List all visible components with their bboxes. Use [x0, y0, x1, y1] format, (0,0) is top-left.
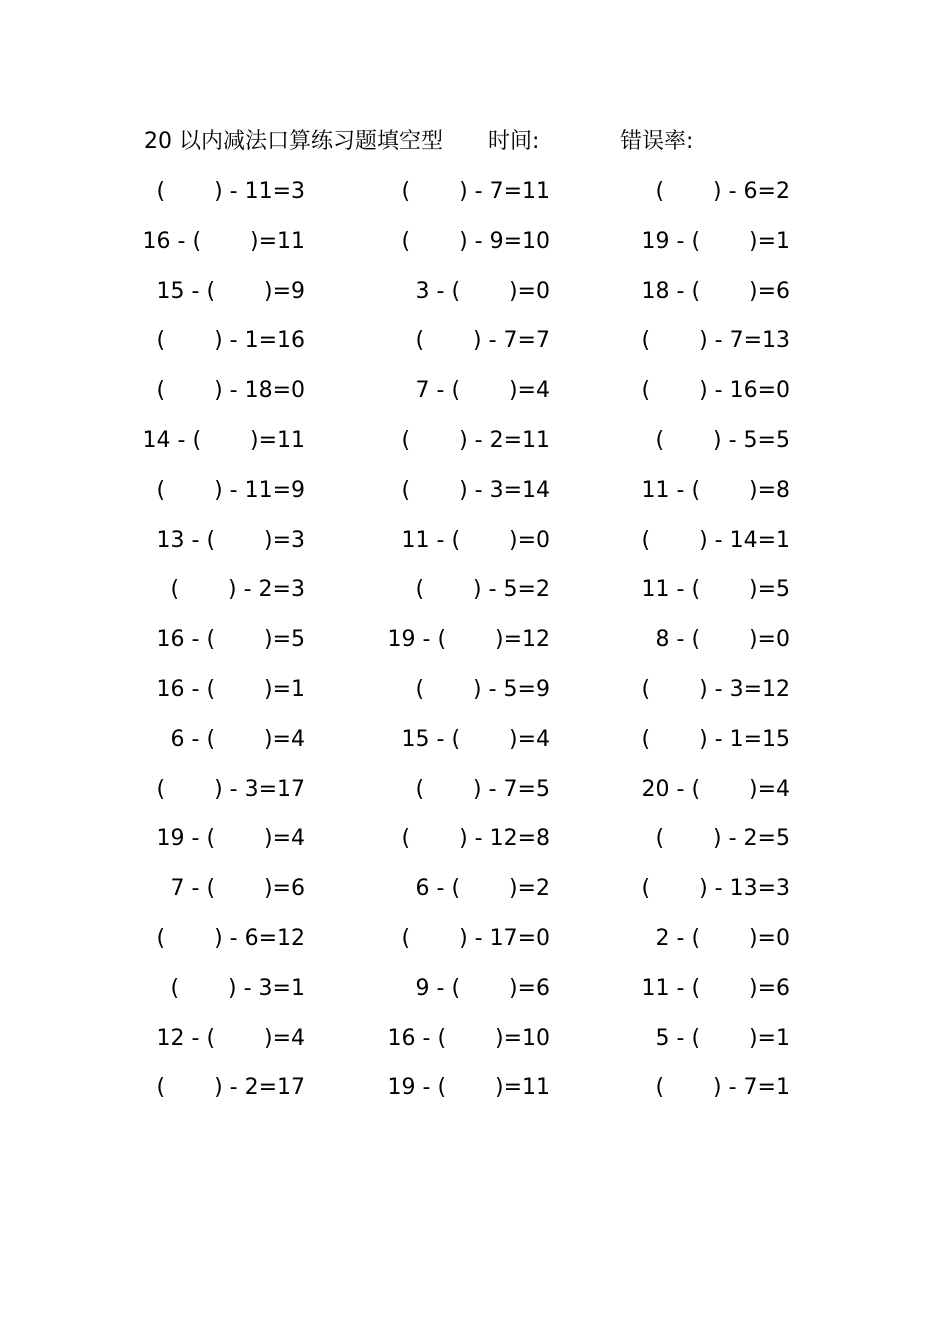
- exercise-item[interactable]: 19 - ( )=4: [156, 826, 305, 852]
- error-rate-label: 错误率:: [620, 129, 694, 154]
- exercise-item[interactable]: ( ) - 5=5: [655, 427, 790, 453]
- exercise-item[interactable]: ( ) - 7=11: [401, 179, 550, 204]
- exercise-row: [0, 821, 950, 871]
- exercise-item[interactable]: 16 - ( )=5: [156, 627, 305, 653]
- exercise-item[interactable]: 3 - ( )=0: [415, 278, 550, 304]
- exercise-item[interactable]: 19 - ( )=1: [641, 228, 790, 254]
- exercise-row: [0, 523, 950, 573]
- exercise-item[interactable]: 2 - ( )=0: [655, 925, 790, 951]
- exercise-item[interactable]: ( ) - 2=11: [401, 427, 550, 453]
- exercise-item[interactable]: 16 - ( )=10: [387, 1025, 550, 1051]
- exercise-item[interactable]: 8 - ( )=0: [655, 627, 790, 653]
- exercise-item[interactable]: ( ) - 3=14: [401, 477, 550, 503]
- exercise-item[interactable]: 16 - ( )=11: [142, 228, 305, 254]
- exercise-item[interactable]: ( ) - 7=1: [655, 1075, 790, 1101]
- exercise-row: [0, 1021, 950, 1071]
- exercise-item[interactable]: 13 - ( )=3: [156, 527, 305, 553]
- exercise-item[interactable]: 20 - ( )=4: [641, 776, 790, 802]
- exercise-item[interactable]: 11 - ( )=0: [401, 527, 550, 553]
- exercise-item[interactable]: 11 - ( )=8: [641, 477, 790, 503]
- exercise-item[interactable]: ( ) - 6=2: [655, 179, 790, 204]
- exercise-item[interactable]: 7 - ( )=6: [170, 876, 305, 902]
- exercise-item[interactable]: ( ) - 2=5: [655, 826, 790, 852]
- exercise-item[interactable]: 11 - ( )=5: [641, 577, 790, 603]
- exercise-item[interactable]: ( ) - 5=2: [415, 577, 550, 603]
- exercise-item[interactable]: ( ) - 16=0: [641, 378, 790, 404]
- exercise-row: [0, 871, 950, 921]
- exercise-item[interactable]: ( ) - 7=7: [415, 328, 550, 354]
- exercise-row: [0, 373, 950, 423]
- exercise-item[interactable]: ( ) - 7=5: [415, 776, 550, 802]
- exercise-item[interactable]: 5 - ( )=1: [655, 1025, 790, 1051]
- exercise-row: [0, 224, 950, 274]
- exercise-item[interactable]: 6 - ( )=4: [170, 726, 305, 752]
- exercise-item[interactable]: ( ) - 3=17: [156, 776, 305, 802]
- exercise-item[interactable]: ( ) - 5=9: [415, 676, 550, 702]
- exercise-item[interactable]: ( ) - 14=1: [641, 527, 790, 553]
- exercise-item[interactable]: ( ) - 1=15: [641, 726, 790, 752]
- exercise-item[interactable]: 15 - ( )=9: [156, 278, 305, 304]
- exercise-row: [0, 423, 950, 473]
- exercise-item[interactable]: ( ) - 12=8: [401, 826, 550, 852]
- exercise-row: [0, 323, 950, 373]
- exercise-grid: [0, 174, 950, 1120]
- exercise-item[interactable]: 19 - ( )=12: [387, 627, 550, 653]
- time-label: 时间:: [488, 129, 540, 154]
- worksheet-header: [0, 124, 950, 160]
- exercise-item[interactable]: ( ) - 9=10: [401, 228, 550, 254]
- exercise-item[interactable]: ( ) - 2=3: [170, 577, 305, 603]
- exercise-item[interactable]: ( ) - 11=3: [156, 179, 305, 204]
- exercise-item[interactable]: 15 - ( )=4: [401, 726, 550, 752]
- exercise-item[interactable]: 6 - ( )=2: [415, 876, 550, 902]
- exercise-row: [0, 672, 950, 722]
- exercise-row: [0, 1070, 950, 1120]
- exercise-item[interactable]: 11 - ( )=6: [641, 975, 790, 1001]
- exercise-row: [0, 772, 950, 822]
- exercise-item[interactable]: 14 - ( )=11: [142, 427, 305, 453]
- exercise-item[interactable]: 16 - ( )=1: [156, 676, 305, 702]
- exercise-row: [0, 572, 950, 622]
- exercise-item[interactable]: ( ) - 2=17: [156, 1075, 305, 1101]
- exercise-item[interactable]: ( ) - 11=9: [156, 477, 305, 503]
- exercise-item[interactable]: 18 - ( )=6: [641, 278, 790, 304]
- exercise-row: [0, 274, 950, 324]
- exercise-item[interactable]: 19 - ( )=11: [387, 1075, 550, 1101]
- exercise-item[interactable]: ( ) - 3=1: [170, 975, 305, 1001]
- worksheet-title: 20 以内减法口算练习题填空型: [144, 129, 443, 154]
- exercise-row: [0, 174, 950, 224]
- exercise-item[interactable]: 9 - ( )=6: [415, 975, 550, 1001]
- exercise-item[interactable]: ( ) - 7=13: [641, 328, 790, 354]
- exercise-row: [0, 921, 950, 971]
- exercise-item[interactable]: ( ) - 17=0: [401, 925, 550, 951]
- exercise-item[interactable]: ( ) - 3=12: [641, 676, 790, 702]
- exercise-item[interactable]: 12 - ( )=4: [156, 1025, 305, 1051]
- exercise-row: [0, 473, 950, 523]
- exercise-row: [0, 722, 950, 772]
- exercise-item[interactable]: 7 - ( )=4: [415, 378, 550, 404]
- exercise-row: [0, 971, 950, 1021]
- exercise-item[interactable]: ( ) - 1=16: [156, 328, 305, 354]
- exercise-row: [0, 622, 950, 672]
- exercise-item[interactable]: ( ) - 6=12: [156, 925, 305, 951]
- exercise-item[interactable]: ( ) - 18=0: [156, 378, 305, 404]
- exercise-item[interactable]: ( ) - 13=3: [641, 876, 790, 902]
